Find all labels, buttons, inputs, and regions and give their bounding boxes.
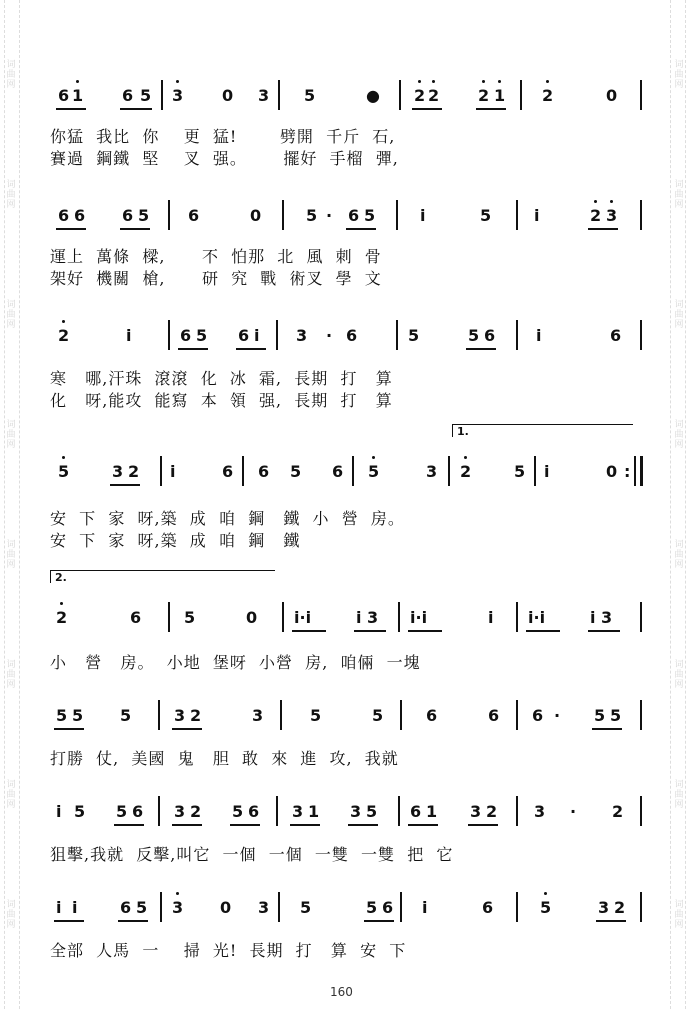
watermark-text: 词曲网 [6, 60, 16, 90]
watermark-text: 词曲网 [674, 780, 684, 810]
second-ending-bracket: 2. [50, 570, 275, 583]
lyric-line-2: 化 呀,能攻 能寫 本 領 强, 長期 打 算 [50, 391, 393, 410]
lyric-line-1: 小 營 房。 小地 堡呀 小營 房, 咱倆 一塊 [50, 653, 421, 672]
watermark-text: 词曲网 [674, 540, 684, 570]
watermark-text: 词曲网 [6, 900, 16, 930]
notation-row: 2 6 5 0 i·i i 3 i·i i i·i i 3 [50, 598, 644, 638]
page-number: 160 [330, 985, 353, 999]
notation-row: i i 6 5 3 0 3 5 5 6 i 6 5 3 2 [50, 888, 644, 928]
lyric-line-2: 安 下 家 呀,築 成 咱 鋼 鐵 [50, 531, 301, 550]
lyric-line-1: 安 下 家 呀,築 成 咱 鋼 鐵 小 營 房。 [50, 509, 405, 528]
lyric-line-2: 賽過 鋼鐵 堅 叉 强。 擺好 手榴 彈, [50, 149, 399, 168]
watermark-text: 词曲网 [674, 60, 684, 90]
left-watermark-strip [4, 0, 20, 1009]
watermark-text: 词曲网 [674, 420, 684, 450]
watermark-text: 词曲网 [674, 180, 684, 210]
notation-row: 2 i 6 5 6 i 3 · 6 5 5 6 i 6 [50, 316, 644, 356]
notation-row: i 5 5 6 3 2 5 6 3 1 3 5 6 1 3 2 3 · 2 [50, 792, 644, 832]
right-watermark-strip [670, 0, 686, 1009]
watermark-text: 词曲网 [674, 660, 684, 690]
watermark-text: 词曲网 [6, 540, 16, 570]
watermark-text: 词曲网 [6, 300, 16, 330]
lyric-line-1: 寒 哪,汗珠 滾滾 化 冰 霜, 長期 打 算 [50, 369, 393, 388]
lyric-line-1: 運上 萬條 樑, 不 怕那 北 風 刺 骨 [50, 247, 382, 266]
notation-row: 6 1 6 5 3 0 3 5 ● 2 2 2 1 2 0 [50, 76, 644, 116]
lyric-line-1: 你猛 我比 你 更 猛! 劈開 千斤 石, [50, 127, 396, 146]
notation-row: 5 3 2 i 6 6 5 6 5 3 2 5 i 0 : [50, 452, 644, 492]
lyric-line-2: 架好 機關 槍, 研 究 戰 術叉 學 文 [50, 269, 382, 288]
watermark-text: 词曲网 [6, 180, 16, 210]
lyric-line-1: 全部 人馬 一 掃 光! 長期 打 算 安 下 [50, 941, 407, 960]
watermark-text: 词曲网 [6, 420, 16, 450]
notation-row: 5 5 5 3 2 3 5 5 6 6 6 · 5 5 [50, 696, 644, 736]
watermark-text: 词曲网 [6, 660, 16, 690]
lyric-line-1: 打勝 仗, 美國 鬼 胆 敢 來 進 攻, 我就 [50, 749, 399, 768]
watermark-text: 词曲网 [674, 300, 684, 330]
lyric-line-1: 狙擊,我就 反擊,叫它 一個 一個 一雙 一雙 把 它 [50, 845, 454, 864]
first-ending-bracket: 1. [452, 424, 633, 437]
watermark-text: 词曲网 [674, 900, 684, 930]
watermark-text: 词曲网 [6, 780, 16, 810]
notation-row: 6 6 6 5 6 0 5 · 6 5 i 5 i 2 3 [50, 196, 644, 236]
